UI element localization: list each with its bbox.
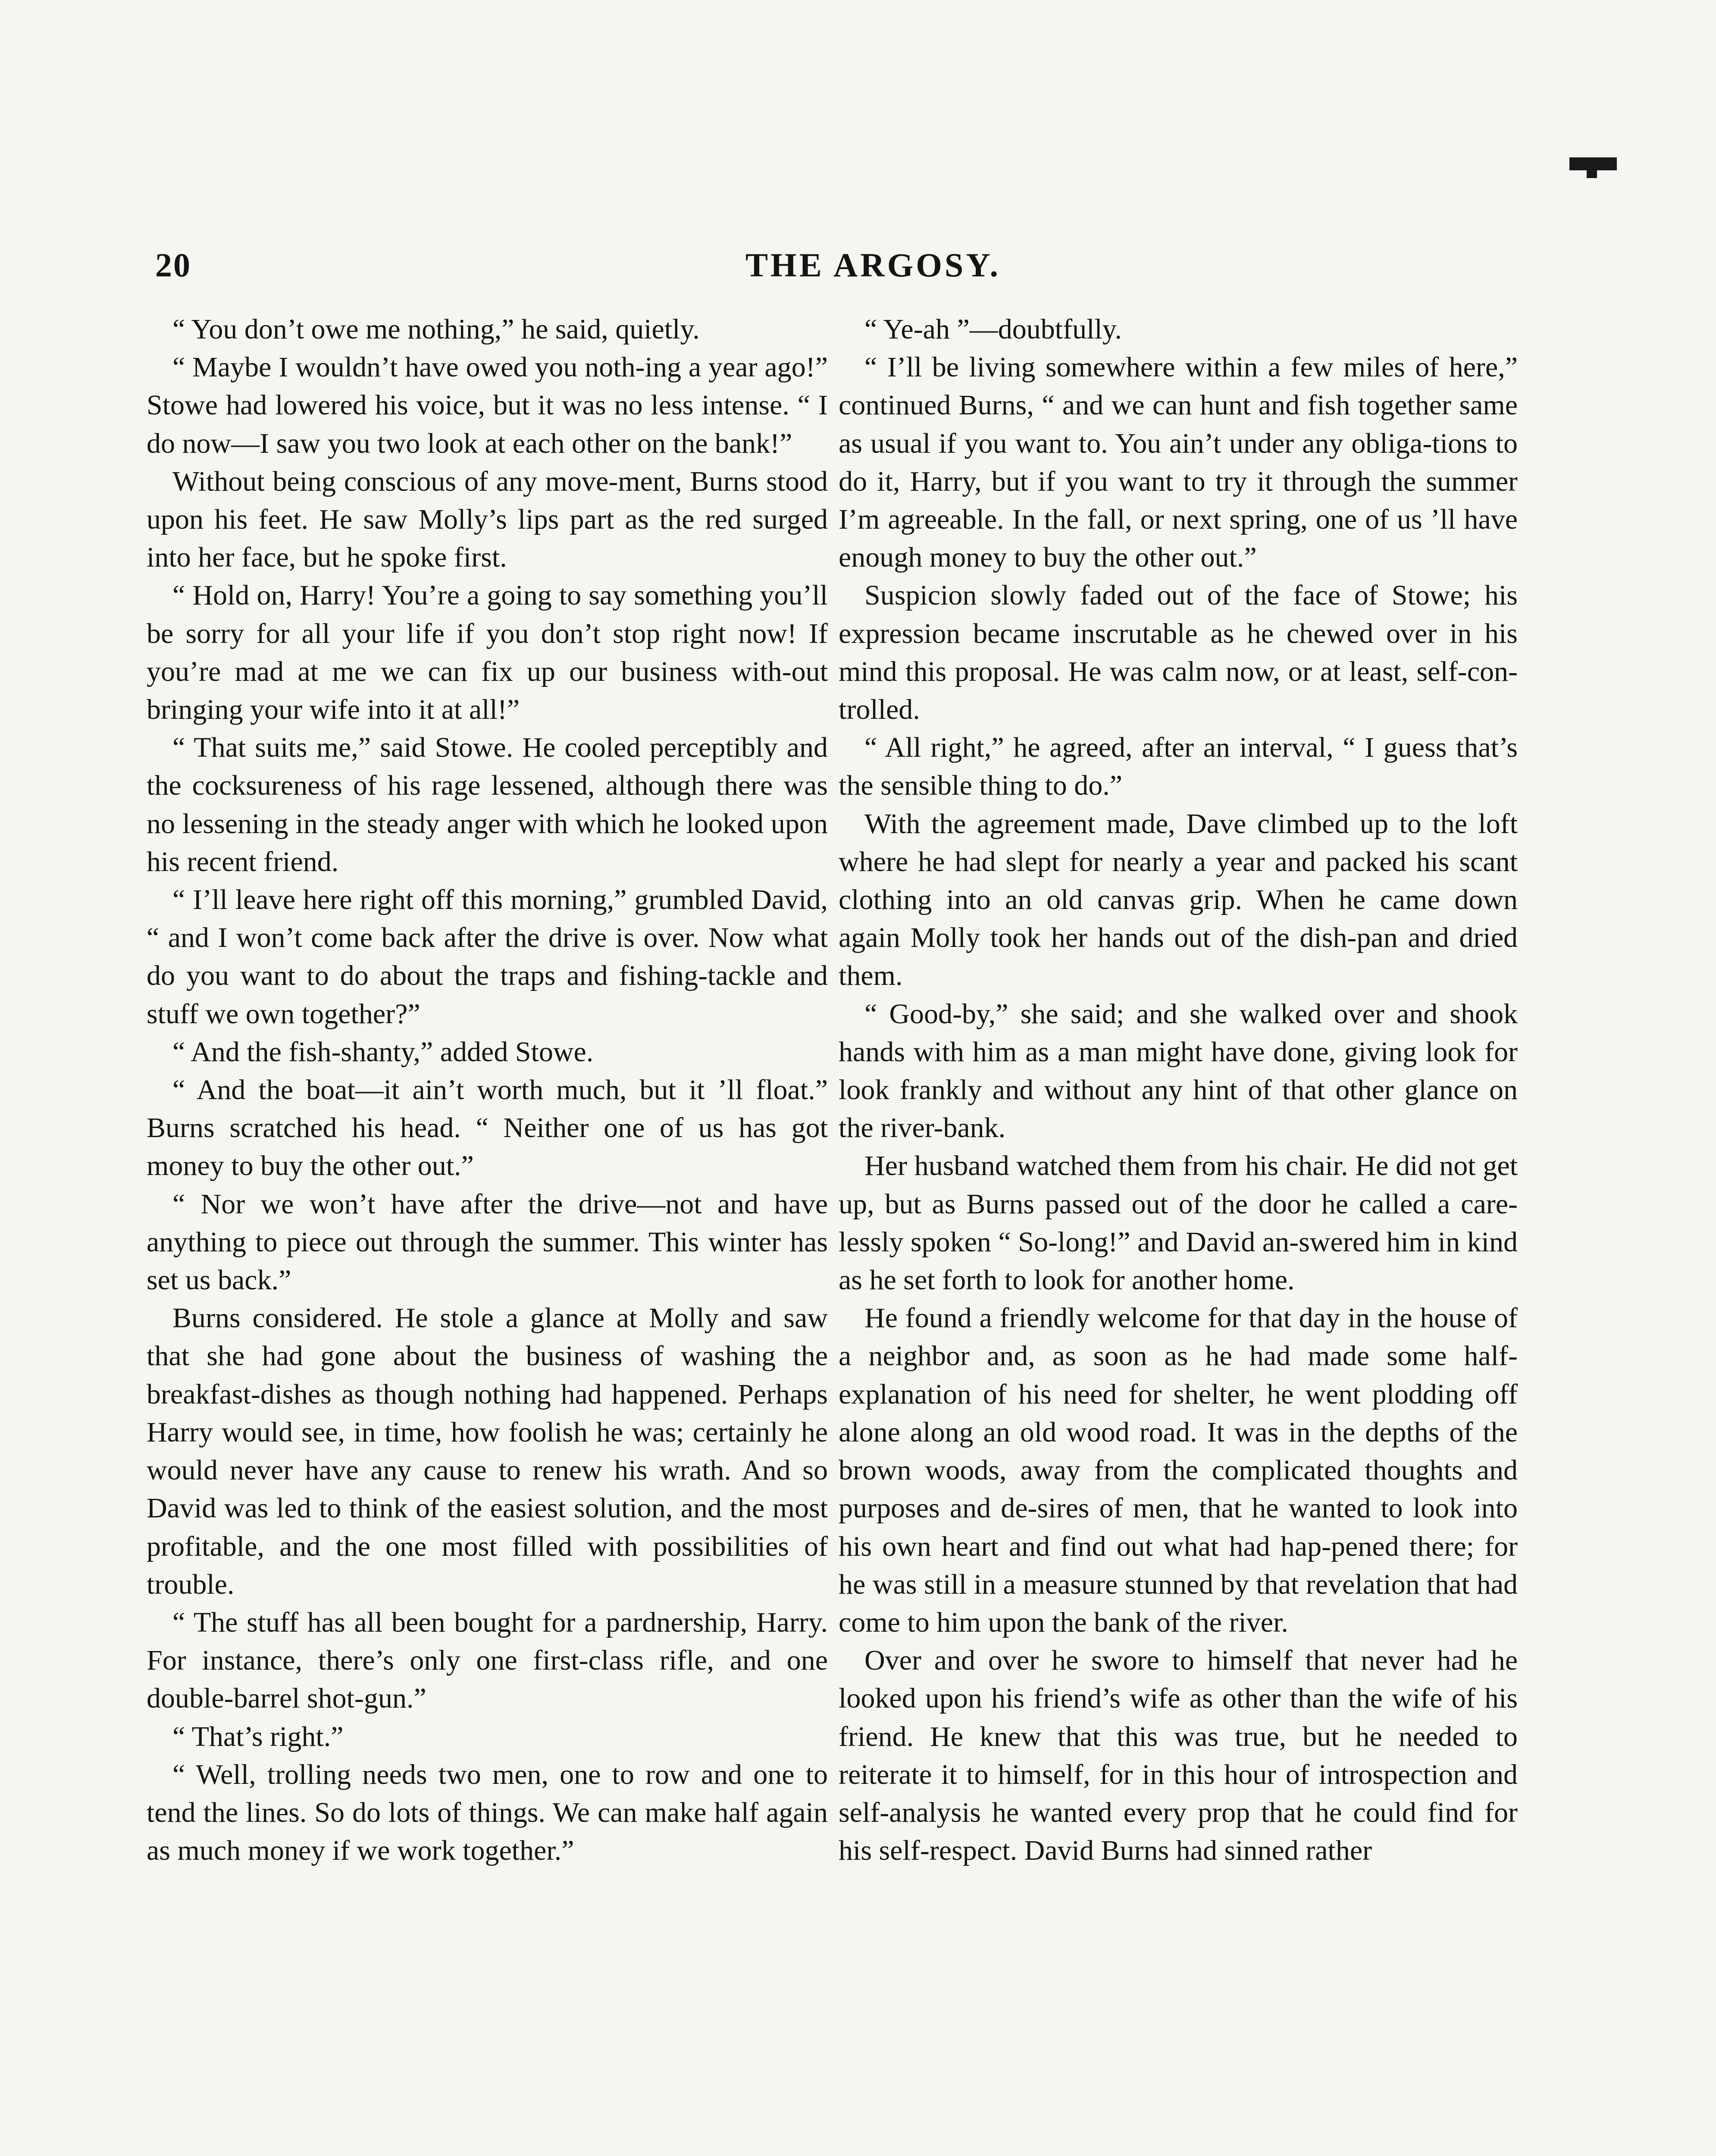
- paragraph: “ That suits me,” said Stowe. He cooled perceptibly and the cocksureness of his rage lessened, although there was no lessening in the steady anger with which he looked upon his recent friend.: [147, 732, 828, 877]
- paragraph: “ I’ll leave here right off this morning,” grumbled David, “ and I won’t come back after the drive is over. Now what do you want to do about the traps and fishing-tackle and stuff we own together?”: [147, 884, 828, 1030]
- page-number: 20: [155, 246, 191, 284]
- paragraph: Burns considered. He stole a glance at Molly and saw that she had gone about the business of washing the breakfast-dishes as though nothing had happened. Perhaps Harry would see, in time, how foolish he was; certainly he would never have any cause to renew his wrath. And so David was led to think of the easiest solution, and the most profitable, and the one most filled with possibilities of trouble.: [147, 1302, 828, 1600]
- paragraph: “ Maybe I wouldn’t have owed you noth-ing a year ago!” Stowe had lowered his voice, but it was no less intense. “ I do now—I saw you two look at each other on the bank!”: [147, 351, 828, 459]
- paragraph: “ Well, trolling needs two men, one to row and one to tend the lines. So do lots of things. We can make half again as much money if we work together.”: [147, 1758, 828, 1867]
- paragraph: Suspicion slowly faded out of the face of Stowe; his expression became inscrutable as he chewed over in his mind this proposal. He was calm now, or at least, self-con-trolled.: [839, 580, 1518, 726]
- paragraph: Her husband watched them from his chair. He did not get up, but as Burns passed out of the door he called a care-lessly spoken “ So-long!” and David an-swered him in kind as he set forth to look for another home.: [839, 1150, 1518, 1296]
- paragraph: “ The stuff has all been bought for a pardnership, Harry. For instance, there’s only one first-class rifle, and one double-barrel shot-gun.”: [147, 1606, 828, 1714]
- running-title: THE ARGOSY.: [745, 246, 1001, 284]
- paragraph: “ Nor we won’t have after the drive—not and have anything to piece out through the summer. This winter has set us back.”: [147, 1188, 828, 1296]
- paragraph: “ Hold on, Harry! You’re a going to say something you’ll be sorry for all your life if you don’t stop right now! If you’re mad at me we can fix up our business with-out bringing your wife into it at all!”: [147, 580, 828, 726]
- paragraph: “ That’s right.”: [172, 1720, 344, 1752]
- page: [147, 233, 1600, 2156]
- paragraph: With the agreement made, Dave climbed up to the loft where he had slept for nearly a year and packed his scant clothing into an old canvas grip. When he came down again Molly took her hands out of the dish-pan and dried them.: [839, 808, 1518, 992]
- printer-mark: [1569, 157, 1617, 170]
- right-column: [839, 310, 1518, 1870]
- paragraph: Without being conscious of any move-ment, Burns stood upon his feet. He saw Molly’s lips part as the red surged into her face, but he spoke first.: [147, 465, 828, 573]
- paragraph: Over and over he swore to himself that never had he looked upon his friend’s wife as other than the wife of his friend. He knew that this was true, but he needed to reiterate it to himself, for in this hour of introspection and self-analysis he wanted every prop that he could find for his self-respect. David Burns had sinned rather: [839, 1645, 1518, 1867]
- page-header: [147, 233, 1600, 302]
- paragraph: “ And the boat—it ain’t worth much, but it ’ll float.” Burns scratched his head. “ Neither one of us has got money to buy the other out.”: [147, 1074, 828, 1182]
- paragraph: “ I’ll be living somewhere within a few miles of here,” continued Burns, “ and we can hunt and fish together same as usual if you want to. You ain’t under any obliga-tions to do it, Harry, but if you want to try it through the summer I’m agreeable. In the fall, or next spring, one of us ’ll have enough money to buy the other out.”: [839, 351, 1518, 573]
- left-column: [147, 310, 828, 1870]
- paragraph: “ Good-by,” she said; and she walked over and shook hands with him as a man might have done, giving look for look frankly and without any hint of that other glance on the river-bank.: [839, 998, 1518, 1144]
- paragraph: “ All right,” he agreed, after an interval, “ I guess that’s the sensible thing to do.”: [839, 732, 1518, 802]
- paragraph: “ And the fish-shanty,” added Stowe.: [172, 1036, 594, 1068]
- text-columns: [147, 310, 1600, 2156]
- paragraph: He found a friendly welcome for that day in the house of a neighbor and, as soon as he had made some half-explanation of his need for shelter, he went plodding off alone along an old wood road. It was in the depths of the brown woods, away from the complicated thoughts and purposes and de-sires of men, that he wanted to look into his own heart and find out what had hap-pened there; for he was still in a measure stunned by that revelation that had come to him upon the bank of the river.: [839, 1302, 1518, 1638]
- paragraph: “ You don’t owe me nothing,” he said, quietly.: [172, 313, 700, 345]
- paragraph: “ Ye-ah ”—doubtfully.: [864, 313, 1122, 345]
